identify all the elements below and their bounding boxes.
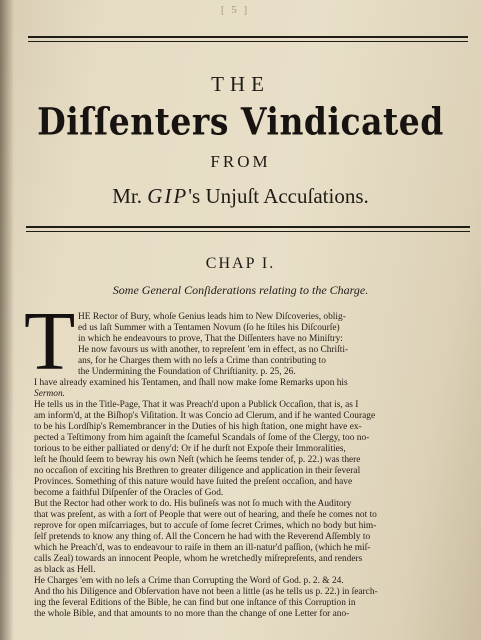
- text-line: to be his Lordſhip's Remembrancer in the Duties of his high ſtation, one might have ex-: [34, 422, 362, 432]
- text-line: become a faithful Diſpenſer of the Oracles of God.: [34, 488, 224, 498]
- text-line: He Charges 'em with no leſs a Crime than Corrupting the Word of God. p. 2. & 24.: [34, 576, 344, 586]
- chapter-heading: CHAP I.: [205, 255, 276, 272]
- text-line: no occaſion of exciting his Brethren to greater diligence and application in their ſeveral: [34, 466, 361, 476]
- text-line: which he Preach'd, was to endeavour to raiſe in them an ill-natur'd paſſion, (which he miſ-: [34, 543, 371, 553]
- text-line: leſt he ſhould ſeem to bewray his own Neſt (which he ſeems tender of, p. 22.) was there: [34, 455, 361, 465]
- text-line: I have already examined his Tentamen, and ſhall now make ſome Remarks upon his: [34, 378, 348, 388]
- text-line: ed us laſt Summer with a Tentamen Novum (ſo he ſtiles his Diſcourſe): [78, 323, 340, 333]
- title-rule-thin: [26, 231, 470, 232]
- title-rule: [26, 226, 470, 228]
- text-line: ans, for he Charges them with no leſs a Crime than contributing to: [78, 356, 326, 366]
- title-from: FROM: [210, 152, 271, 171]
- text-line: But the Rector had other work to do. His buſineſs was not ſo much with the Auditory: [34, 499, 352, 509]
- top-rule-thin: [28, 41, 468, 42]
- text-line: the whole Bible, and that amounts to no more than the change of one Letter for ano-: [34, 609, 350, 619]
- subtitle-name: GIP: [147, 184, 189, 208]
- text-line: in which he endeavours to prove, That the Diſſenters have no Miniſtry:: [78, 334, 343, 344]
- text-line: Sermon.: [34, 389, 65, 399]
- title-main: Diſſenters Vindicated: [37, 99, 444, 144]
- title-the: THE: [211, 72, 270, 96]
- text-line: pected a Teſtimony from him againſt the ſcameful Scandals of ſome of the Clergy, too no-: [34, 433, 370, 443]
- text-line: He tells us in the Title-Page, That it was Preach'd upon a Publick Occaſion, that is, as I: [34, 400, 359, 410]
- text-line: as black as Hell.: [34, 565, 96, 575]
- title-subtitle: [0, 184, 481, 209]
- text-line: Provinces. Something of this nature would have ſuited the preſent occaſion, and have: [34, 477, 353, 487]
- chapter-subheading: Some General Conſiderations relating to the Charge.: [112, 283, 369, 297]
- text-line: calls Zeal) towards an innocent People, whom he wretchedly miſrepreſents, and renders: [34, 554, 363, 564]
- text-line: He now favours us with another, to repreſent 'em in effect, as no Chriſti-: [78, 345, 349, 355]
- text-line: reprove for open miſcarriages, but to accuſe of ſome ſecret Crimes, which no body but him-: [34, 521, 377, 531]
- subtitle-rest: 's Unjuſt Accuſations.: [188, 184, 369, 208]
- text-line: torious to be either palliated or deny'd: Or if he durſt not Expoſe their Immoralities,: [34, 444, 346, 454]
- text-line: am inform'd, at the Biſhop's Viſitation. It was Concio ad Clerum, and if he wanted Courage: [34, 411, 376, 421]
- text-line: And tho his Diligence and Obſervation have not been a little (as he tells us p. 22.) in ſearch-: [34, 587, 378, 597]
- text-line: ing the ſeveral Editions of the Bible, he can find but one inſtance of this Corruption in: [34, 598, 356, 608]
- page-number: [ 5 ]: [220, 4, 250, 16]
- text-line: that was preſent, as with a ſort of People that were out of hearing, and theſe he comes not to: [34, 510, 377, 520]
- subtitle-prefix: Mr.: [112, 184, 142, 208]
- text-line: the Undermining the Foundation of Chriſtianity. p. 25, 26.: [78, 367, 296, 377]
- text-line: ſelf pretends to know any thing of. All the Concern he had with the Reverend Aſſembly to: [34, 532, 371, 542]
- drop-cap: T: [24, 295, 76, 388]
- text-line: HE Rector of Bury, whoſe Genius leads him to New Diſcoveries, oblig-: [78, 312, 346, 322]
- top-rule: [28, 36, 468, 38]
